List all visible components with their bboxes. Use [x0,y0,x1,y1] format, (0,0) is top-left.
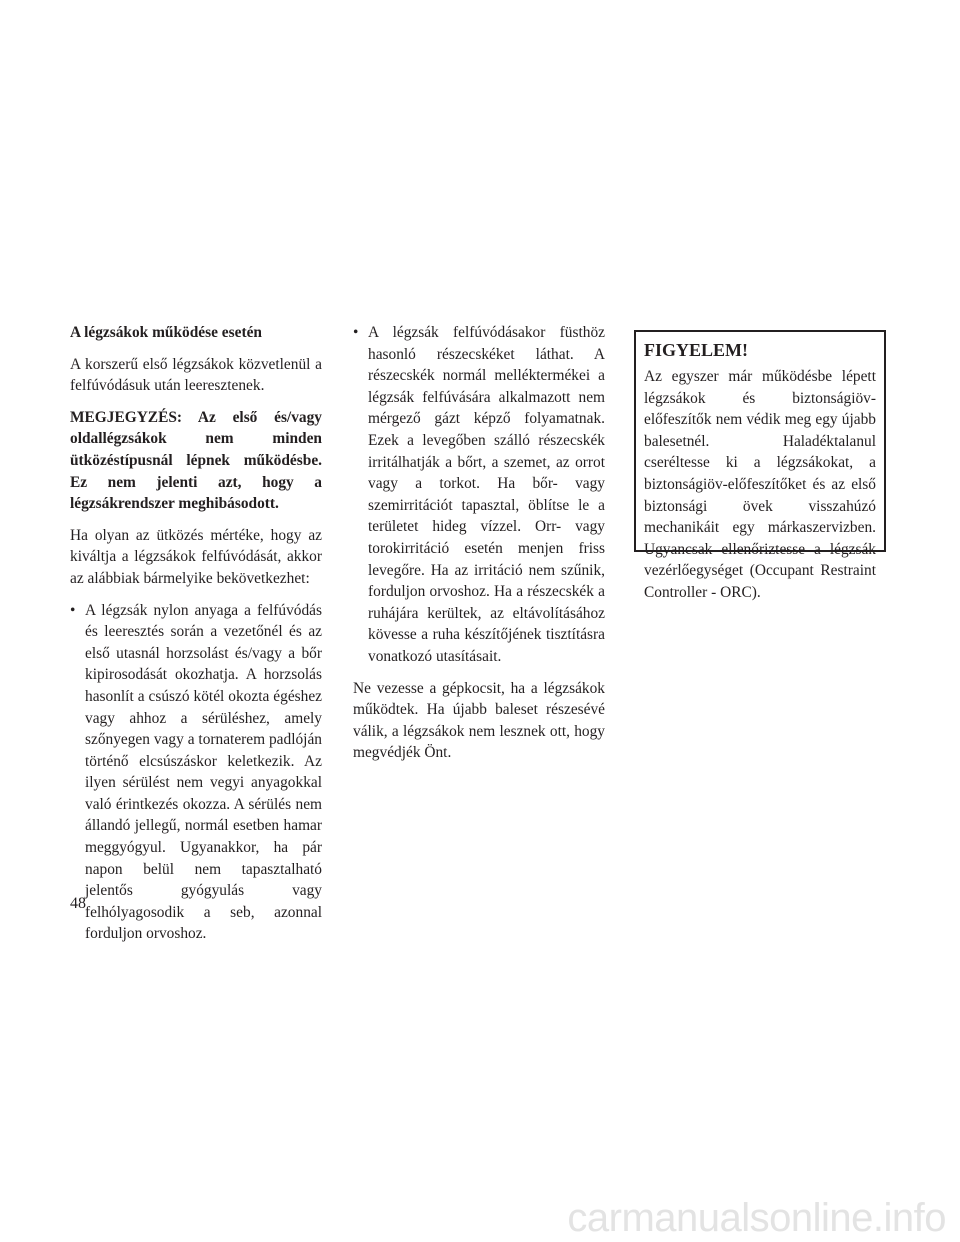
consequences-paragraph: Ha olyan az ütközés mértéke, hogy az kiváltja a légzsákok felfúvódását, akkor az alábbiak bármelyike bekövetkezhet: [70,526,322,587]
bullet-icon: • [353,324,359,341]
intro-paragraph: A korszerű első légzsákok közvetlenül a felfúvódásuk után leeresztenek. [70,355,322,395]
bullet-icon: • [70,601,76,619]
bullet-list-middle [353,322,605,668]
note-paragraph: MEGJEGYZÉS: Az első és/vagy oldallégzsákok nem minden ütközéstípusnál lépnek működésbe. Ez nem jelenti azt, hogy a légzsákrendszer meghibásodott. [70,408,322,513]
list-item-text: A légzsák nylon anyaga a felfúvódás és leeresztés során a vezetőnél és az első utasnál horzsolást és/vagy a bőr kipirosodását okozhatja. A horzsolás hasonlít a csúszó kötél okozta égéshez vagy ahhoz a sérüléshez, amely szőnyegen vagy a tornaterem padlóján történő elcsúszáskor keletkezik. Az ilyen sérülést nem vegyi anyagokkal való érintkezés okozza. A sérülés nem állandó jellegű, normál esetben hamar meggyógyul. Ugyanakkor, ha pár napon belül nem tapasztalható jelentős gyógyulás vagy felhólyagosodik a seb, azonnal forduljon orvoshoz. [85,601,322,943]
list-item [70,600,322,946]
list-item [353,322,605,668]
section-heading: A légzsákok működése esetén [70,324,262,341]
warning-box [634,330,886,601]
do-not-drive-paragraph: Ne vezesse a gépkocsit, ha a légzsákok működtek. Ha újabb baleset részesévé válik, a légzsákok nem lesznek ott, hogy megvédjék Önt. [353,679,605,762]
page-number: 48 [70,895,86,912]
bullet-list-left [70,600,322,946]
watermark-logo: carmanualsonline.info [567,1196,946,1240]
left-column [70,322,322,955]
warning-body: Az egyszer már működésbe lépett légzsákok és biztonságiöv-előfeszítők nem védik meg egy újabb balesetnél. Haladéktalanul cseréltesse ki a légzsákokat, a biztonságiöv-előfeszítőket és az első biztonsági övek visszahúzó mechanikáit egy márkaszervizben. Ugyancsak ellenőriztesse a légzsák vezérlőegységet (Occupant Restraint Controller - ORC). [644,368,876,601]
warning-title: FIGYELEM! [644,340,749,360]
middle-column [353,322,605,774]
list-item-text: A légzsák felfúvódásakor füsthöz hasonló részecskéket láthat. A részecskék normál melléktermékei a légzsák felfúvására alkalmazott nem mérgező gázt képző folyamatnak. Ezek a levegőben szálló részecskék irritálhatják a bőrt, a szemet, az orrot vagy a torkot. Ha bőr- vagy szemirritációt tapasztal, öblítse le a területet hideg vízzel. Orr- vagy torokirritáció esetén menjen friss levegőre. Ha az irritáció nem szűnik, forduljon orvoshoz. Ha a részecskék a ruhájára kerültek, az eltávolításához kövesse a ruha készítőjének tisztításra vonatkozó utasításait. [368,324,605,665]
